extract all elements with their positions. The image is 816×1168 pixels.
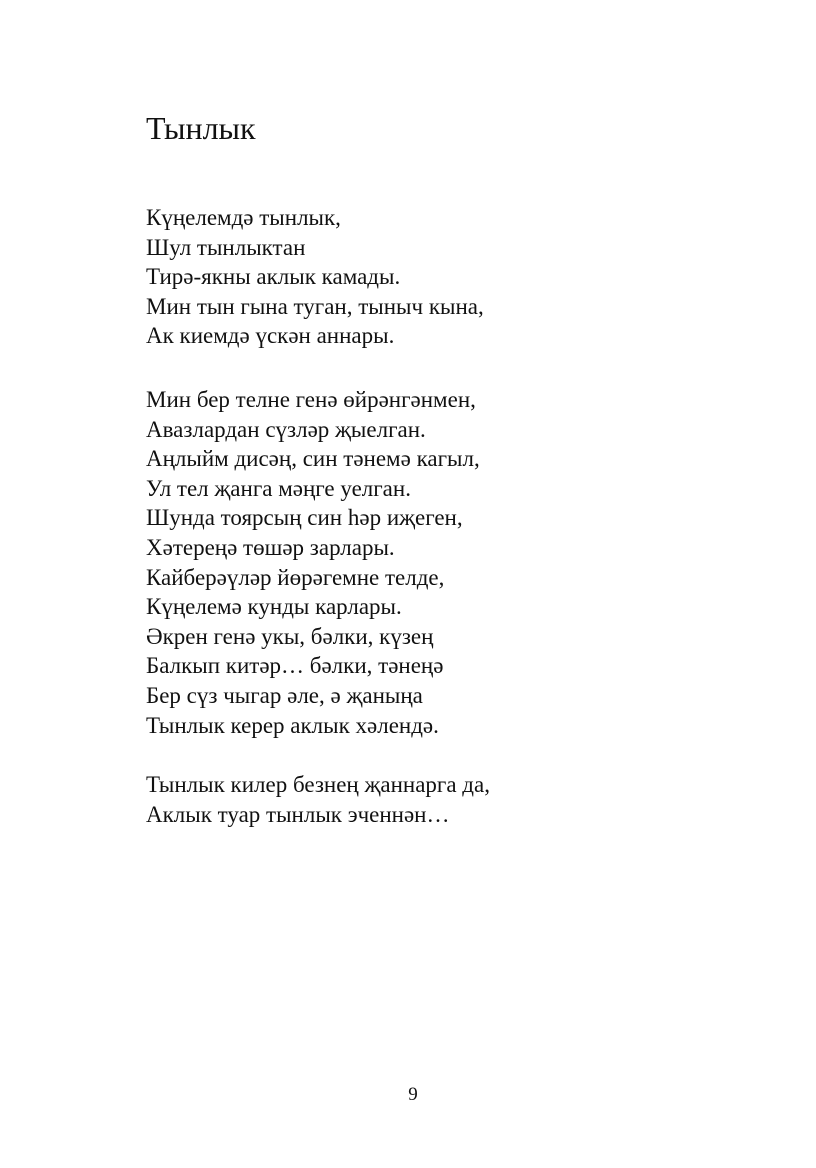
poem-title: Тынлык (146, 110, 256, 146)
poem-line: Күңелемдә тынлык, (146, 205, 341, 230)
poem-line: Мин бер телне генә өйрәнгәнмен, (146, 387, 476, 412)
poem-line: Шул тынлыктан (146, 234, 306, 260)
poem-line: Бер сүз чыгар әле, ә җаныңа (146, 682, 423, 708)
stanza-1 (146, 203, 484, 351)
poem-line: Кайберәүләр йөрәгемне телде, (146, 564, 445, 590)
poem-line: Тынлык керер аклык хәлендә. (146, 712, 439, 738)
poem-line: Хәтереңә төшәр зарлары. (146, 534, 395, 560)
poem-line: Аңлыйм дисәң, син тәнемә кагыл, (146, 446, 480, 472)
stanza-2 (146, 385, 480, 740)
poem-line: Күңелемә кунды карлары. (146, 594, 402, 620)
poem-line: Ак киемдә үскән аннары. (146, 323, 395, 349)
poem-line: Ул тел җанга мәңге уелган. (146, 475, 411, 501)
poem-line: Балкып китәр… бәлки, тәнеңә (146, 653, 444, 679)
page-number: 9 (408, 1084, 418, 1105)
poem-line: Аклык туар тынлык эченнән… (146, 801, 450, 827)
stanza-3 (146, 770, 490, 829)
poem-line: Мин тын гына туган, тыныч кына, (146, 293, 484, 319)
poem-line: Авазлардан сүзләр җыелган. (146, 416, 426, 442)
poem-line: Тынлык килер безнең җаннарга да, (146, 772, 490, 797)
poem-line: Шунда тоярсың син һәр иҗеген, (146, 505, 463, 531)
poem-line: Тирә-якны аклык камады. (146, 264, 401, 290)
poem-line: Әкрен генә укы, бәлки, күзең (146, 623, 434, 649)
